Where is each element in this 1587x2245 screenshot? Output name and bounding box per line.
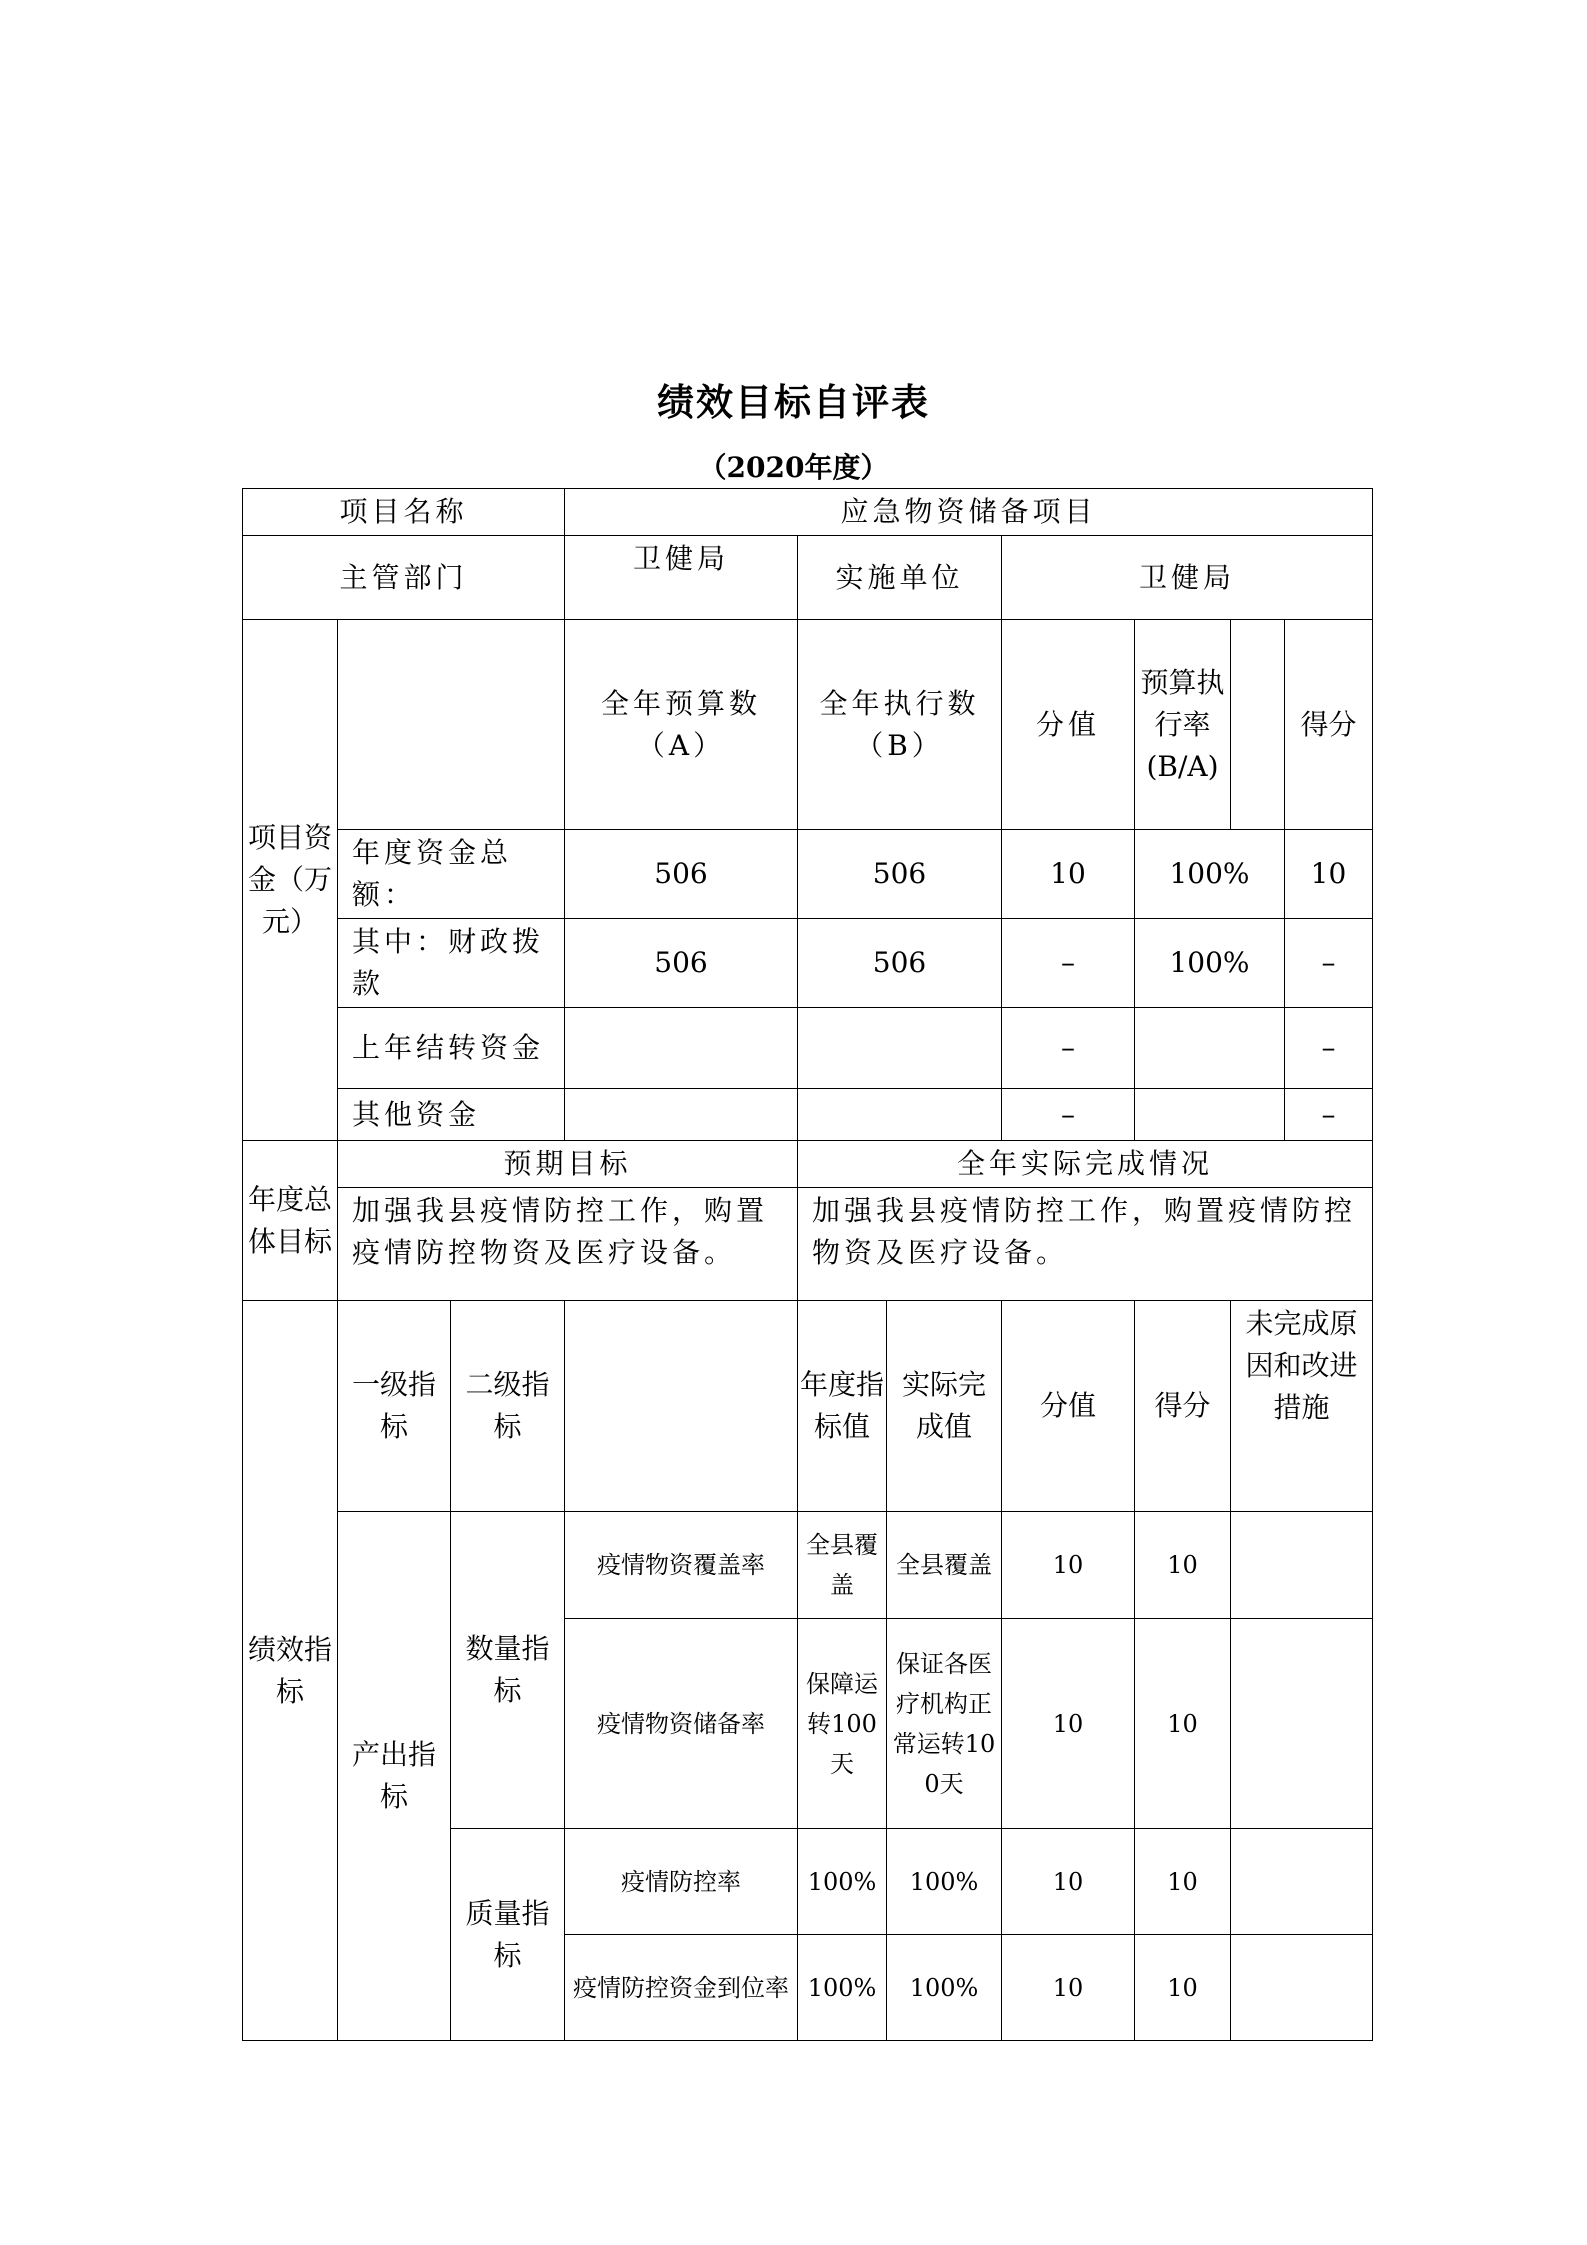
indicator-target: 100% bbox=[798, 1829, 887, 1935]
fund-row-label: 年度资金总额： bbox=[338, 830, 565, 919]
funds-header-spacer bbox=[1231, 620, 1285, 830]
fund-row-executed bbox=[798, 1008, 1002, 1089]
indicator-score: 10 bbox=[1135, 1935, 1231, 2041]
indicator-reason bbox=[1231, 1829, 1373, 1935]
actual-header: 实际完成值 bbox=[887, 1301, 1002, 1512]
score-header: 得分 bbox=[1285, 620, 1373, 830]
funds-section-label: 项目资金（万元） bbox=[243, 620, 338, 1141]
indicator-target: 100% bbox=[798, 1935, 887, 2041]
fund-row-budget: 506 bbox=[565, 830, 798, 919]
indicator-name-header bbox=[565, 1301, 798, 1512]
indicator-score-value: 10 bbox=[1002, 1512, 1135, 1619]
indicator-target: 保障运转100天 bbox=[798, 1619, 887, 1829]
fund-row-score: 10 bbox=[1285, 830, 1373, 919]
impl-label: 实施单位 bbox=[798, 536, 1002, 620]
indicator-actual: 全县覆盖 bbox=[887, 1512, 1002, 1619]
actual-goal-header: 全年实际完成情况 bbox=[798, 1141, 1373, 1188]
indicator-reason bbox=[1231, 1619, 1373, 1829]
fund-row-score-value: – bbox=[1002, 1008, 1135, 1089]
fund-row-label: 其他资金 bbox=[338, 1089, 565, 1141]
score-value-header: 分值 bbox=[1002, 620, 1135, 830]
actual-goal-text: 加强我县疫情防控工作，购置疫情防控物资及医疗设备。 bbox=[798, 1188, 1373, 1301]
indicator-target: 全县覆盖 bbox=[798, 1512, 887, 1619]
indicator-score-value: 10 bbox=[1002, 1829, 1135, 1935]
fund-row-label: 上年结转资金 bbox=[338, 1008, 565, 1089]
fund-row-executed: 506 bbox=[798, 830, 1002, 919]
fund-row-score-value: – bbox=[1002, 919, 1135, 1008]
fund-row-exec-rate bbox=[1135, 1089, 1285, 1141]
indicator-score: 10 bbox=[1135, 1829, 1231, 1935]
fund-row-score-value: 10 bbox=[1002, 830, 1135, 919]
table-row bbox=[243, 830, 1373, 919]
fund-row-executed bbox=[798, 1089, 1002, 1141]
level2-quality: 质量指标 bbox=[451, 1829, 565, 2041]
project-name-value: 应急物资储备项目 bbox=[565, 489, 1373, 536]
fund-row-label: 其中：财政拨款 bbox=[338, 919, 565, 1008]
reason-header: 未完成原因和改进措施 bbox=[1231, 1301, 1373, 1512]
indicator-actual: 100% bbox=[887, 1935, 1002, 2041]
indicator-name: 疫情防控率 bbox=[565, 1829, 798, 1935]
fund-row-exec-rate: 100% bbox=[1135, 919, 1285, 1008]
impl-value: 卫健局 bbox=[1002, 536, 1373, 620]
fund-row-score: – bbox=[1285, 1008, 1373, 1089]
exec-rate-header: 预算执行率(B/A) bbox=[1135, 620, 1231, 830]
fund-row-score: – bbox=[1285, 1089, 1373, 1141]
goals-section-label: 年度总体目标 bbox=[243, 1141, 338, 1301]
indicator-actual: 100% bbox=[887, 1829, 1002, 1935]
indicator-name: 疫情物资覆盖率 bbox=[565, 1512, 798, 1619]
dept-value: 卫健局 bbox=[565, 536, 798, 620]
indicator-score: 10 bbox=[1135, 1619, 1231, 1829]
dept-label: 主管部门 bbox=[243, 536, 565, 620]
level2-header: 二级指标 bbox=[451, 1301, 565, 1512]
fund-row-executed: 506 bbox=[798, 919, 1002, 1008]
funds-header-blank bbox=[338, 620, 565, 830]
indicators-section-label: 绩效指标 bbox=[243, 1301, 338, 2041]
executed-header: 全年执行数（B） bbox=[798, 620, 1002, 830]
fund-row-score: – bbox=[1285, 919, 1373, 1008]
indicator-score: 10 bbox=[1135, 1512, 1231, 1619]
page-subtitle: （2020年度） bbox=[698, 451, 889, 484]
indicator-reason bbox=[1231, 1512, 1373, 1619]
indicator-name: 疫情防控资金到位率 bbox=[565, 1935, 798, 2041]
fund-row-exec-rate: 100% bbox=[1135, 830, 1285, 919]
expected-goal-header: 预期目标 bbox=[338, 1141, 798, 1188]
indicator-reason bbox=[1231, 1935, 1373, 2041]
budget-header: 全年预算数（A） bbox=[565, 620, 798, 830]
table-row bbox=[243, 1089, 1373, 1141]
fund-row-exec-rate bbox=[1135, 1008, 1285, 1089]
table-row bbox=[243, 1008, 1373, 1089]
target-header: 年度指标值 bbox=[798, 1301, 887, 1512]
indicator-score-value-header: 分值 bbox=[1002, 1301, 1135, 1512]
level2-quantity: 数量指标 bbox=[451, 1512, 565, 1829]
level1-output: 产出指标 bbox=[338, 1512, 451, 2041]
evaluation-table bbox=[242, 488, 1373, 2041]
fund-row-budget: 506 bbox=[565, 919, 798, 1008]
fund-row-score-value: – bbox=[1002, 1089, 1135, 1141]
page-title: 绩效目标自评表 bbox=[657, 380, 930, 424]
expected-goal-text: 加强我县疫情防控工作，购置疫情防控物资及医疗设备。 bbox=[338, 1188, 798, 1301]
indicator-score-header: 得分 bbox=[1135, 1301, 1231, 1512]
indicator-score-value: 10 bbox=[1002, 1619, 1135, 1829]
table-row bbox=[243, 919, 1373, 1008]
indicator-name: 疫情物资储备率 bbox=[565, 1619, 798, 1829]
indicator-score-value: 10 bbox=[1002, 1935, 1135, 2041]
project-name-label: 项目名称 bbox=[243, 489, 565, 536]
level1-header: 一级指标 bbox=[338, 1301, 451, 1512]
fund-row-budget bbox=[565, 1008, 798, 1089]
fund-row-budget bbox=[565, 1089, 798, 1141]
table-row bbox=[243, 1512, 1373, 1619]
indicator-actual: 保证各医疗机构正常运转100天 bbox=[887, 1619, 1002, 1829]
